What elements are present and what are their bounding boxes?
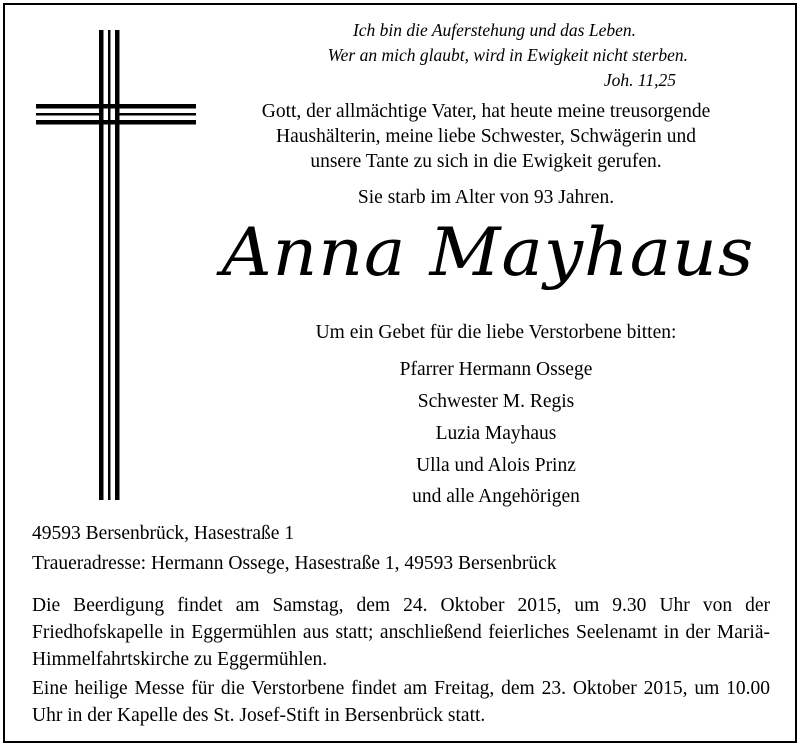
mass-details: Eine heilige Messe für die Verstorbene findet am Freitag, dem 23. Oktober 2015, um 10.00 Uhr in der Kapelle des St. Josef-Stift in Bersenbrück statt. [32,678,770,726]
bible-verse-line-1: Ich bin die Auferstehung und das Leben. [352,20,636,40]
age-statement: Sie starb im Alter von 93 Jahren. [357,187,615,208]
deceased-name: Anna Mayhaus [221,214,755,291]
mourning-address: Traueradresse: Hermann Ossege, Hasestraße 1, 49593 Bersenbrück [32,553,557,574]
prayer-request: Um ein Gebet für die liebe Verstorbene bitten: [315,322,677,343]
residence-address: 49593 Bersenbrück, Hasestraße 1 [32,523,295,544]
funeral-details: Die Beerdigung findet am Samstag, dem 24. Oktober 2015, um 9.30 Uhr von der Friedhofskapelle in Eggermühlen aus statt; anschließend feierliches Seelenamt in der Mariä-Himmelfahrtskirche zu Eggermühlen. [32,595,770,670]
announcement-line-3: unsere Tante zu sich in die Ewigkeit gerufen. [310,151,662,172]
mourner-4: Ulla und Alois Prinz [416,455,576,476]
mourner-2: Schwester M. Regis [417,391,575,412]
mourner-1: Pfarrer Hermann Ossege [399,359,593,380]
announcement-line-2: Haushälterin, meine liebe Schwester, Schwägerin und [276,126,696,147]
cross-icon [36,30,196,500]
announcement-line-1: Gott, der allmächtige Vater, hat heute meine treusorgende [261,101,711,122]
bible-verse-reference: Joh. 11,25 [603,70,676,90]
mourner-5: und alle Angehörigen [412,486,580,507]
mourner-3: Luzia Mayhaus [435,423,557,444]
bible-verse-line-2: Wer an mich glaubt, wird in Ewigkeit nicht sterben. [327,45,688,65]
